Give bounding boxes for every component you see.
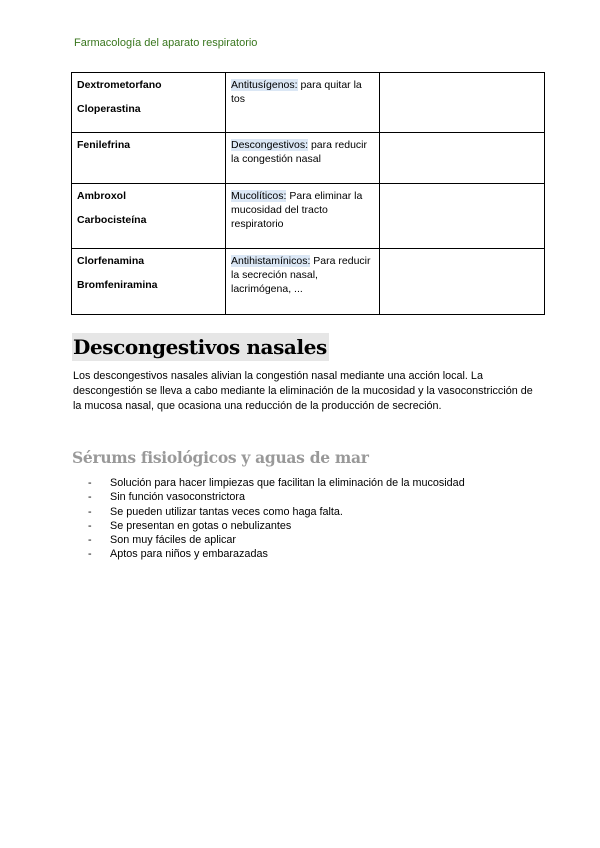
category-label: Antihistamínicos: <box>231 255 311 267</box>
drug-name: Ambroxol <box>77 190 127 202</box>
drug-name: Carbocisteína <box>77 214 147 226</box>
list-item <box>88 490 465 504</box>
category-cell <box>226 73 380 133</box>
section-heading: Descongestivos nasales <box>73 335 327 359</box>
category-cell <box>226 133 380 184</box>
list-item <box>88 476 465 490</box>
drug-name: Fenilefrina <box>77 139 131 151</box>
empty-cell <box>380 73 545 133</box>
bullet-marker: - <box>88 477 92 489</box>
table-row <box>72 249 545 315</box>
bullet-marker: - <box>88 548 92 561</box>
drug-name: Bromfeniramina <box>77 279 158 291</box>
table-row <box>72 73 545 133</box>
list-item <box>88 533 465 547</box>
drug-cell <box>72 184 226 249</box>
list-item <box>88 547 465 561</box>
bullet-marker: - <box>88 491 92 504</box>
bullet-marker: - <box>88 534 92 547</box>
list-item-text: Solución para hacer limpiezas que facilitan la eliminación de la mucosidad <box>110 477 465 489</box>
drug-table <box>71 72 545 315</box>
category-description: para reducir la congestión nasal <box>231 139 367 165</box>
table-row <box>72 184 545 249</box>
category-label: Mucolíticos: <box>231 190 287 202</box>
table-row <box>72 133 545 184</box>
drug-cell <box>72 73 226 133</box>
category-cell <box>226 184 380 249</box>
bullet-marker: - <box>88 505 92 518</box>
category-description: para quitar la tos <box>231 79 362 105</box>
list-item <box>88 505 465 519</box>
category-label: Descongestivos: <box>231 139 309 151</box>
bullet-list <box>88 476 465 562</box>
empty-cell <box>380 249 545 315</box>
list-item-text: Son muy fáciles de aplicar <box>110 534 237 547</box>
empty-cell <box>380 133 545 184</box>
empty-cell <box>380 184 545 249</box>
list-item-text: Se pueden utilizar tantas veces como haga falta. <box>110 505 343 518</box>
section-paragraph: Los descongestivos nasales alivian la congestión nasal mediante una acción local. La descongestión se lleva a cabo mediante la eliminación de la mucosidad y la vasoconstricción de la mucosa nasal, que ocasiona una reducción de la producción de secreción. <box>73 370 533 412</box>
list-item-text: Sin función vasoconstrictora <box>110 491 246 504</box>
category-label: Antitusígenos: <box>231 79 298 91</box>
list-item-text: Se presentan en gotas o nebulizantes <box>110 519 292 532</box>
category-description: Para eliminar la mucosidad del tracto respiratorio <box>231 190 363 230</box>
drug-cell <box>72 133 226 184</box>
category-description: Para reducir la secreción nasal, lacrimógena, ... <box>231 255 371 295</box>
category-cell <box>226 249 380 315</box>
list-item-text: Aptos para niños y embarazadas <box>110 548 268 561</box>
drug-name: Clorfenamina <box>77 255 145 267</box>
drug-name: Cloperastina <box>77 103 141 115</box>
list-item <box>88 519 465 533</box>
subsection-heading: Sérums fisiológicos y aguas de mar <box>72 448 369 467</box>
drug-cell <box>72 249 226 315</box>
page-header: Farmacología del aparato respiratorio <box>74 37 258 49</box>
drug-name: Dextrometorfano <box>77 79 162 91</box>
bullet-marker: - <box>88 519 92 532</box>
